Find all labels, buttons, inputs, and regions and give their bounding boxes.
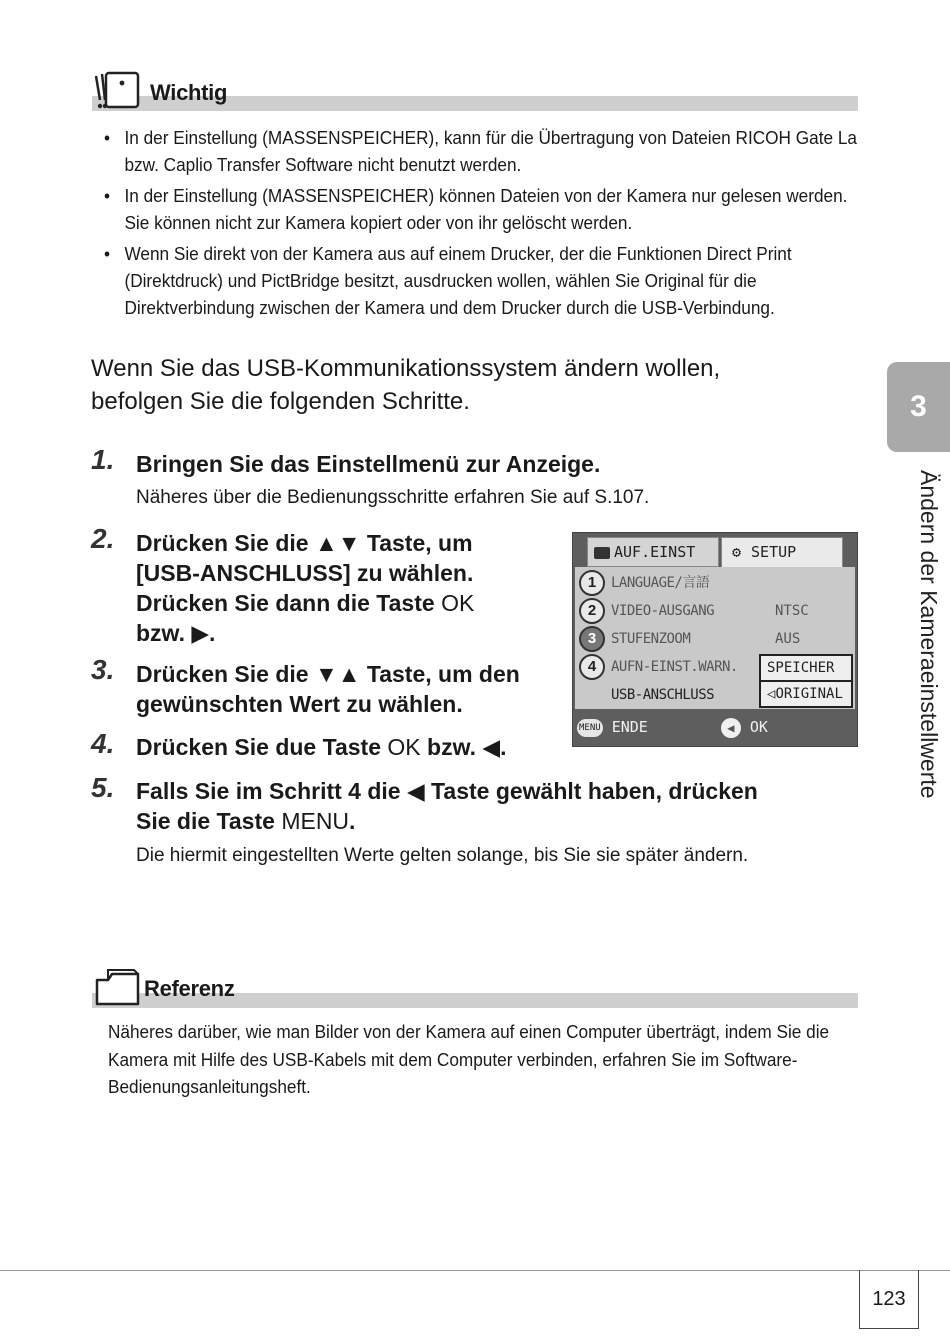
step-number: 3. xyxy=(91,654,115,685)
menu-button-icon: MENU xyxy=(577,719,603,737)
option-speicher: SPEICHER xyxy=(759,654,853,680)
reference-title: Referenz xyxy=(144,976,235,1001)
step-number: 5. xyxy=(91,772,115,803)
step-2-text: Drücken Sie die ▲▼ Taste, um [USB-ANSCHLUSS] zu wählen. Drücken Sie dann die Taste OK bzw. ▶. xyxy=(136,530,475,646)
step-1-note: Näheres über die Bedienungsschritte erfahren Sie auf S.107. xyxy=(136,487,650,508)
menu-row-aufn-warn: AUFN-EINST.WARN. xyxy=(611,659,738,675)
reference-folder-icon xyxy=(94,966,144,1008)
camera-menu-footer: MENU ENDE ◀ OK xyxy=(579,718,768,736)
wrench-icon: ⚙ xyxy=(732,543,742,561)
menu-page-1-icon: 1 xyxy=(579,570,605,596)
menu-row-language: LANGUAGE/言語 xyxy=(611,575,710,591)
camera-tab-setup: ⚙ SETUP xyxy=(721,537,843,569)
step-number: 1. xyxy=(91,444,115,475)
menu-page-3-icon: 3 xyxy=(579,626,605,652)
menu-row-stufenzoom: STUFENZOOM xyxy=(611,631,691,647)
important-note-icon xyxy=(92,70,142,112)
menu-value-video: NTSC xyxy=(775,603,809,619)
intro-paragraph: Wenn Sie das USB-Kommunikationssystem ändern wollen, befolgen Sie die folgenden Schritte. xyxy=(91,355,721,415)
step-5-text: Falls Sie im Schritt 4 die ◀ Taste gewählt haben, drücken Sie die Taste MENU. xyxy=(136,778,758,834)
list-item: • Wenn Sie direkt von der Kamera aus auf einem Drucker, der die Funktionen Direct Print (Direktdruck) und PictBridge besitzt, ausdrucken wollen, wählen Sie Original für die Direktverbindung zwischen der Kamera und dem Drucker durch die USB-Verbindung. xyxy=(104,243,792,318)
step-3-text: Drücken Sie die ▼▲ Taste, um den gewünschten Wert zu wählen. xyxy=(136,661,520,717)
left-round-icon: ◀ xyxy=(721,718,741,738)
important-title: Wichtig xyxy=(150,80,228,105)
camera-icon xyxy=(594,547,610,559)
step-5-note: Die hiermit eingestellten Werte gelten solange, bis Sie sie später ändern. xyxy=(136,845,749,866)
menu-row-video: VIDEO-AUSGANG xyxy=(611,603,715,619)
page-number: 123 xyxy=(859,1270,919,1329)
chapter-title-vertical: Ändern der Kameraeinstellwerte xyxy=(916,470,942,799)
menu-page-2-icon: 2 xyxy=(579,598,605,624)
footer-divider xyxy=(0,1270,950,1271)
step-1-text: Bringen Sie das Einstellmenü zur Anzeige. xyxy=(136,451,601,477)
left-arrow-icon: ◁ xyxy=(767,686,776,702)
camera-setup-screen xyxy=(572,532,858,747)
step-number: 2. xyxy=(91,523,115,554)
list-item: • In der Einstellung (MASSENSPEICHER) können Dateien von der Kamera nur gelesen werden. Sie können nicht zur Kamera kopiert oder von ihr gelöscht werden. xyxy=(104,185,848,233)
menu-row-usb: USB-ANSCHLUSS xyxy=(611,687,715,703)
step-number: 4. xyxy=(91,728,115,759)
camera-menu-body xyxy=(575,567,855,709)
reference-text: Näheres darüber, wie man Bilder von der Kamera auf einen Computer überträgt, indem Sie die Kamera mit Hilfe des USB-Kabels mit dem Computer verbinden, erfahren Sie im Software-Bedienungsanleitungsheft. xyxy=(108,1021,830,1097)
option-original-selected: ◁ORIGINAL xyxy=(759,680,853,708)
list-item: • In der Einstellung (MASSENSPEICHER), kann für die Übertragung von Dateien RICOH Gate La bzw. Caplio Transfer Software nicht benutzt werden. xyxy=(104,127,857,175)
chapter-tab: 3 xyxy=(887,362,950,452)
camera-tab-auf-einst: AUF.EINST xyxy=(587,537,719,567)
menu-page-4-icon: 4 xyxy=(579,654,605,680)
step-4-text: Drücken Sie due Taste OK bzw. ◀. xyxy=(136,734,507,760)
menu-value-stufenzoom: AUS xyxy=(775,631,801,647)
important-bullet-list xyxy=(104,124,857,325)
